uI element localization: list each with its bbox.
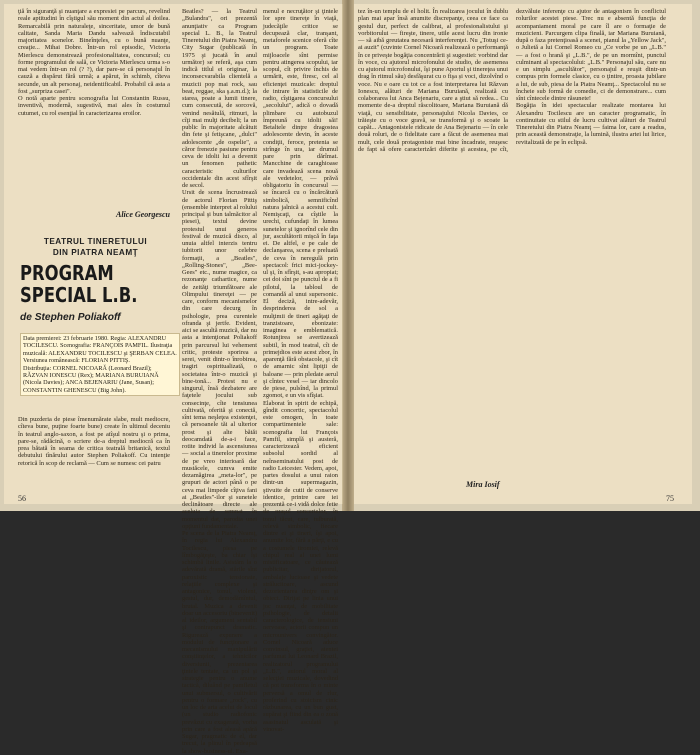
- signature-mira: Mira Iosif: [466, 480, 500, 489]
- page-number-left: 56: [18, 494, 26, 503]
- article-end-text: tez în-un templu de el holit. În realizarea jocului în dublu plan mai apar însă anumite discrepanţe, ceea ce face ca gestul dur, perfect de calibrat, al profesionalistului şi vorbitorului — fireşte, tinere, utile acest lucru din ironie — să aibă greutatea necesară interferenţei. Nu „Totuşi ce-ai auzit" (cuvinte Cornel Nicoară realizează o performanţă în ce priveşte bogăţia concentrării şi sugestiei: vorbind dar în voce, cu ajutorul microfonului de studio, de asemenea cu ajutorul microfonului, îşi pune Aportul şi tinereţea unui drag în ritmul său) desfăşurat cu o fişa și voci, dizolvînd o voce. Nu e oare cu tot ce a fost interpretarea lui Răzvan Ionescu, alături de Mariana Buruiană, realizată cu colaborarea lui Anca Bejenariu, care a ştiut să redea... Cu momente de-a dreptul răscolitoare, Mariana Buruiană dă viaţă, cu sensibilitate, personajului Nicola Davies, ce trăieşte cu o voce gravă, se transformă şi o scoate la capăt... Antagonistele ridicate de Ana Bejenariu — în cele două roluri, de o fidelitate care a făcut de asemenea mai mult, cele două protagoniste mai bine încadrate, reuşesc de fapt să ofere caracterizări diferite şi acestea, pe cît, dezvăluie inferenţe cu ajutor de antagonism în conflictul rolurilor acestei piese. Trec nu e absentă funcţia de acompaniament moral pe care îl are o formaţie de muzicieni. Parcurgem clipa finală, iar Mariana Buruiană, după o faza pretenţioasă a scenei, pianul la „Yellow Jack", o Julietă a lui Cornel Romeo cu „Ce vorbe pe un „L.B." — a fost o hrană şi „L.B.", de pe un mormînt, punctul culminant al spectacolului: „L.B." Personajul său, care nu e un simplu „ascultător", personajul e reuşit dintr-un compus prin formele clasice, cu o ţintire, proasta jubilare a lui, de sub, piesa de la Piatra Neamţ... Spectacolul nu se încheie sub formă de comedie, ci de demonstrare... cum sînt cîntecele dintre răsunete! Bogăţia în idei spectacular realizate montarea lui Alexandru Tocilescu are un caracter programatic, în continuitate cu stilul de lucru cultivat alături de Teatrul Tineretului din Piatra Neamţ — faima lor, care a readus, prin această demonstraţie, la lumină, ilustra artei lui lirice, revitalizată de pe în eclipsă.: [358, 8, 666, 153]
- right-page: [354, 4, 692, 504]
- signature-alice: Alice Georgescu: [116, 210, 170, 219]
- page-number-right: 75: [666, 494, 674, 503]
- play-title: PROGRAM SPECIAL L.B.: [20, 261, 138, 307]
- credits-box: [20, 333, 180, 396]
- review-end-text: ţiă în siguranţă şi nuanţare a expresiei pe parcurs, revelind reale aptitudini în cîştigul său moment din actul al doilea. Remarcabilă prin naturaleţe, sinceritate, umor de bună calitate, Sanda Maria Dandu salvează îndiscutabil majoritatea scenelor. Bineînţeles, cu o bună nuanţe, creaţie... Mihai Dobre. Într-un rol episodic, Victoria Mierlescu demonstrează profesionalitatea, concursul; cu forme programului de sală, ce Victoria Mierlescu urma s-o mai vedem într-un rol (? ?), dar pare-se că personajul în cauză a dispărut fără urmă; a apărut, în schimb, cîteva secunde, un alt personaj, neidentificabil. Probabil că asta a fost „surpriza casei". O notă aparte pentru scenografia lui Constantin Russu, inventivă, modernă, sugestivă, mai ales în costumul cutumei, cu rol esenţial în caracterizarea eroilor.: [18, 8, 170, 117]
- left-col3: [263, 8, 338, 733]
- left-page: [4, 4, 343, 755]
- credits-text: Data premierei: 23 februarie 1980. Regia: ALEXANDRU TOCILESCU. Scenografia: FRANÇOIS PAMFIL. Ilustraţia muzicală: ALEXANDRU TOCILESCU şi ŞERBAN CELEA. Versiunea românească: FLORIAN PITTIŞ. Distribuţia: CORNEL NICOARĂ (Leonard Brazil); RĂZVAN IONESCU (Rex); MARIANA BURUIANĂ (Nicola Davies); ANCA BEJENARIU (Jane, Susan); CONSTANTIN GHENESCU (Big John).: [23, 335, 177, 394]
- left-col1-bottom: [18, 416, 170, 490]
- article-col3-text: menul e necruţător şi ţintele lor spre tinereţe în viaţă, judecăţile critice se decupează clar, tranşant, metaforele scenice oferă cîte un program. Toate mijloacele sînt permise pentru atingerea scopului, iar scopul, cît privire închis de urmărit, este, firesc, cel al eficienţei muzicale: dreptul de intrare în statisticile de radio, cîştigarea concursului „secolului", adică o dovadă plimbare cu autobuzul împreună cu idolii săi! Betaltele dinţre dragostea adolescente devin, în aceste condiţii, feroce, pretenia se strînge în ura, iar drumul pare prin dărîmat. Mancchine de caraghioase care invadează scena nouă ale vedetelor, — prăvă obligatoriu în concursul — se încarcă cu o încărcătură simbolică, semnificînd natura jalnică a acestui cult. Nemişcaţi, ca cîştile la urechi, cufundaţi în lumea sunetelor şi ignorînd cele din jur, ascultătorii mişcă în faţa ei. De altfel, e pe cale de declanşarea, scena e preluată de ceva în neregulă prin spectacol: frici mici-jockey-ul şi, în sfîrşit, s-au apropiat; cei doi sînt pe punctul de a fi pilotul, la tabloul de comandă al unui supersonic. El deciză, intre-adevăr, desprinderea de sol a mulţimii de tineri agăţaţi de tranzistoare, ebonizate: imaginea e emblematică. Rotunjirea se avertizează subtil, în mod teatral, cît de primejdios este acest zbor, în aparenţă fără obstacole, şi cît de amarnic sînt lipiţii de baloane — prin pledate aerul şi cîntec vesel — iar dincolo de piese, pulsînd, la primul zgomot, e un vis sfîşiat. Elaborat în spirit de echipă, gîndit concertic, spectacolul este omogen, în toate compartimentele sale: scenografia lui François Pamfil, simplă şi austeră, caracterizează eficient subsolul sordid al neînseminatului post de radio Leicester. Vedem, apoi, partes dosului a unui raion dintr-un supermagazin, ştivuite de cutii de conserve identice, printre care iei prezentă ce-i vidă dolce fetie de oraşul concertelor, în tonul tăcut, care, tulburată, relevă simbolic, fiecare dintre ei şi tineri, îşi apoi, anumite lor, fără a părţi, e cu a costumele tiromiei, relevă chipul real al unei lumi mistificatoare, ce căutează publicitar, dirijatorul, ambalaje lucioase şi vedete strălucitoare, ascund dezorientarea dinţre om şi obiect. Dirijat pe linia unui joc nuanţat, de mobilitate psihologie, de detalii caracterologice, de tensiuni nervoase, actorii compun un microunivers convingător. Cornel Nicoară aduce convinsul, graţiei, atentei parfumat lui Leonard Brazil, realizatorul programului „L.B.", autorul moral al selecţiei muzicale, dovedind că pot transforma în o minte perversă a omul de rlur, proferind cu stoicism cinic răzbunarea, cu un bun gust, supărat şi fiind din ea o zonă asasinatul asculată şi vinovat-: [263, 8, 338, 733]
- theatre-heading-line1: TEATRUL TINERETULUI: [43, 237, 148, 246]
- theatre-heading-line2: DIN PIATRA NEAMŢ: [52, 248, 139, 257]
- right-col1: [358, 8, 666, 478]
- left-col1-top: [18, 8, 170, 208]
- article-col2-text: Beatles? — la Teatrul „Bulandra", ori prezentă anunţiativ ca Program special L. B., la Teatrul Tineretului din Piatra Neamţ, City Sugar (publicată în 1975 şi jucată în anul următor) se referă, aşa cum indică titlul ei originar, la inconsecvarabila clientelă a muzicii pop mai rock, sau beat, reggae, ska ş.a.m.d.); la starea, poate a lumii tinere, cum consecută, de sorcovă, venind nesătulă, ritmuri, la cîţi mai mulţi decibeli; la un public în majoritate alcătuit din fete şi fetişcane, „dulci" adolescente „de ospelie", a căror frenezie pasiune pentru ceva de idolii lui a devenit un fenomen pathetic caracteristic culturilor occidentale din acest sfîrşit de secol. Ursit de scena încrustrează de actorul Florian Pittiş (ensemble interpret al rolului principal şi bun talmăcitor al piesei), textul devine protestul unui generos festival de muzică disco, al unuia altfel interzis tentru iubitorii unor celebre formaţii, a „Beatles", „Rolling-Stones", „Bee-Gees" etc., nume magice, ca rezonanţe cathartice, nume de zeităţi triumfătoare ale Olimpului tinereţei — pe care, conform mecanismelor din care decurg în psihologie, prea curentele ofranda şi jertfe. Evident, aici se ascultă muzică, dar nu asta a intenţionat Poliakoff prin parcursul lui vehement critic, proteste sporirea a serei, venit dintr-o înrobirea, tragiri ospiritualizată, o societatea într-o muzică şi bine-tonă... Protest nu e singurul, însă dezbatere are faţetele jocului sub consecinţe, cîte tensiunea cultivată, oferită şi conectă, sînt tema neşleţea existenţei, că persoanele tăi al ulterior prost şi alte bătăi deocamdată de-a-i face, rotite individ la ascensiunea — social a tinerelor proxime de pe vreo interioară dar mustăcele, cumva emite dezamăgirea „meta-lor", pe grupuri de actori până o pe ceva mai limpede cîţiva fani ai „Beatles"-ilor şi sunetele declinătoare directe ale aceluia de semnat în momentul dat, parodia unei opţiuni fundamentale. Pe scena de la Piatra Neamţ, în regia lui Alexandru Tocilescu, piesa pe lîmbogăţeşte, ba chiar îşi schimbă linile. Asistăm la o adevărată dramă, stările sînt paroxistic tensionate, relaţiile complexe şi antagonice, tonul, violent, gestul, dur, demodămîntul, brutal. Muzica a devenit doar un accesoriu (binevenit) al ideilor, argument sentabil şi contrapunct dramatic. Rigurează expunere a modului de funcţionare a mecanismului manipulării conştiinţelor, a tehnicilor diversiunii, prezentarea ţintele tentate, ca un pol şi strategie pentru o anume tactică, diluând pe pamfletul unui submersul, o cultivării pentru o formare „rock", cu un loc de arta acelui de locul (un studio radiofonic prevăzut cu exagerată, vorba prin care a fost aleasă apără Sugar, pragmatic de el, dar trecut, la plinul în pedeapsă la show-business-ul. Exa-: [182, 8, 257, 755]
- theatre-heading: [18, 236, 173, 258]
- left-col2: [182, 8, 257, 755]
- book-gutter: [342, 0, 354, 511]
- play-author: de Stephen Poliakoff: [20, 312, 121, 323]
- article-intro-text: Din puzderia de piese îmenumărate slabe, mult mediocre, cîteva bune, puţine foarte bune) create în ultimul deceniu în teatrul anglo-saxon, a fost pe atîşul nostru şi o prima, pare-se, rădăcină, o scriere de-a dreptul mediocră ca în prea bătată în seama de critica teatrală britanică, textul debutului tînărului autor Stephen Poliakoff. Cu intenţie retorică în scop de reclamă — Cum se numesc cei patru: [18, 416, 170, 467]
